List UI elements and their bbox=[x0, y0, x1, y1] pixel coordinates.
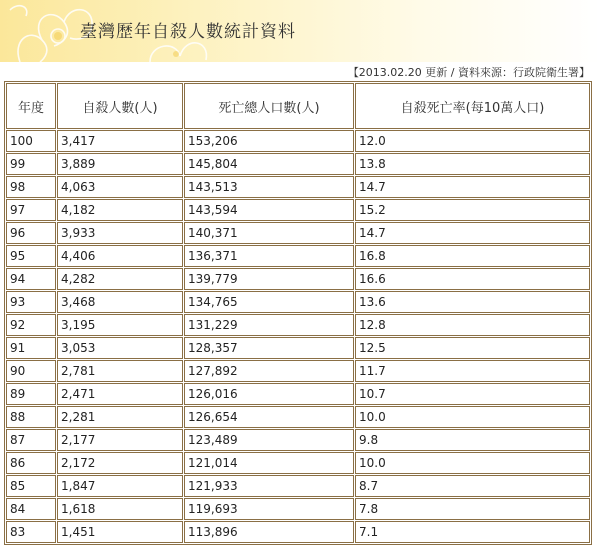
table-row bbox=[6, 245, 590, 267]
cell-suicide-count: 4,182 bbox=[57, 199, 183, 221]
cell-suicide-count: 3,417 bbox=[57, 130, 183, 152]
cell-total-deaths: 113,896 bbox=[184, 521, 354, 543]
cell-suicide-rate: 10.0 bbox=[355, 452, 590, 474]
table-row bbox=[6, 406, 590, 428]
table-row bbox=[6, 291, 590, 313]
cell-suicide-count: 3,053 bbox=[57, 337, 183, 359]
cell-total-deaths: 140,371 bbox=[184, 222, 354, 244]
cell-suicide-count: 2,172 bbox=[57, 452, 183, 474]
cell-year: 87 bbox=[6, 429, 56, 451]
cell-total-deaths: 134,765 bbox=[184, 291, 354, 313]
cell-suicide-count: 1,847 bbox=[57, 475, 183, 497]
cell-suicide-rate: 16.6 bbox=[355, 268, 590, 290]
cell-suicide-rate: 16.8 bbox=[355, 245, 590, 267]
cell-suicide-count: 2,471 bbox=[57, 383, 183, 405]
cell-total-deaths: 136,371 bbox=[184, 245, 354, 267]
column-header-suicide-rate: 自殺死亡率(每10萬人口) bbox=[355, 83, 590, 129]
suicide-statistics-table bbox=[4, 81, 592, 545]
cell-total-deaths: 119,693 bbox=[184, 498, 354, 520]
cell-suicide-rate: 14.7 bbox=[355, 176, 590, 198]
table-row bbox=[6, 452, 590, 474]
cell-suicide-count: 2,281 bbox=[57, 406, 183, 428]
cell-suicide-rate: 8.7 bbox=[355, 475, 590, 497]
cell-suicide-count: 4,282 bbox=[57, 268, 183, 290]
cell-year: 94 bbox=[6, 268, 56, 290]
cell-total-deaths: 143,513 bbox=[184, 176, 354, 198]
cell-suicide-rate: 10.0 bbox=[355, 406, 590, 428]
cell-suicide-count: 3,468 bbox=[57, 291, 183, 313]
cell-total-deaths: 126,654 bbox=[184, 406, 354, 428]
table-row bbox=[6, 199, 590, 221]
cell-suicide-rate: 12.5 bbox=[355, 337, 590, 359]
cell-suicide-rate: 15.2 bbox=[355, 199, 590, 221]
table-row bbox=[6, 475, 590, 497]
cell-year: 92 bbox=[6, 314, 56, 336]
cell-suicide-count: 3,933 bbox=[57, 222, 183, 244]
cell-suicide-count: 2,781 bbox=[57, 360, 183, 382]
cell-total-deaths: 131,229 bbox=[184, 314, 354, 336]
cell-suicide-rate: 9.8 bbox=[355, 429, 590, 451]
table-row bbox=[6, 268, 590, 290]
table-header-row bbox=[6, 83, 590, 129]
cell-total-deaths: 123,489 bbox=[184, 429, 354, 451]
cell-year: 90 bbox=[6, 360, 56, 382]
cell-total-deaths: 126,016 bbox=[184, 383, 354, 405]
cell-total-deaths: 153,206 bbox=[184, 130, 354, 152]
cell-suicide-rate: 7.1 bbox=[355, 521, 590, 543]
cell-suicide-rate: 13.6 bbox=[355, 291, 590, 313]
cell-suicide-count: 3,889 bbox=[57, 153, 183, 175]
cell-year: 86 bbox=[6, 452, 56, 474]
cell-suicide-rate: 12.8 bbox=[355, 314, 590, 336]
cell-year: 84 bbox=[6, 498, 56, 520]
table-row bbox=[6, 337, 590, 359]
cell-year: 95 bbox=[6, 245, 56, 267]
cell-total-deaths: 121,933 bbox=[184, 475, 354, 497]
cell-suicide-count: 1,618 bbox=[57, 498, 183, 520]
cell-suicide-rate: 14.7 bbox=[355, 222, 590, 244]
cell-total-deaths: 143,594 bbox=[184, 199, 354, 221]
cell-suicide-rate: 13.8 bbox=[355, 153, 590, 175]
cell-year: 93 bbox=[6, 291, 56, 313]
cell-total-deaths: 145,804 bbox=[184, 153, 354, 175]
update-source-note: 【2013.02.20 更新 / 資料來源：行政院衛生署】 bbox=[347, 66, 590, 79]
cell-total-deaths: 139,779 bbox=[184, 268, 354, 290]
cell-year: 88 bbox=[6, 406, 56, 428]
cell-year: 96 bbox=[6, 222, 56, 244]
table-row bbox=[6, 383, 590, 405]
cell-total-deaths: 121,014 bbox=[184, 452, 354, 474]
table-row bbox=[6, 176, 590, 198]
cell-year: 99 bbox=[6, 153, 56, 175]
cell-suicide-count: 1,451 bbox=[57, 521, 183, 543]
page-title: 臺灣歷年自殺人數統計資料 bbox=[80, 22, 296, 42]
cell-year: 85 bbox=[6, 475, 56, 497]
cell-suicide-rate: 11.7 bbox=[355, 360, 590, 382]
table-row bbox=[6, 314, 590, 336]
cell-year: 91 bbox=[6, 337, 56, 359]
table-row bbox=[6, 521, 590, 543]
cell-suicide-count: 2,177 bbox=[57, 429, 183, 451]
cell-suicide-rate: 10.7 bbox=[355, 383, 590, 405]
table-row bbox=[6, 130, 590, 152]
cell-year: 100 bbox=[6, 130, 56, 152]
cell-suicide-rate: 12.0 bbox=[355, 130, 590, 152]
table-row bbox=[6, 429, 590, 451]
table-row bbox=[6, 222, 590, 244]
table-row bbox=[6, 360, 590, 382]
cell-suicide-count: 3,195 bbox=[57, 314, 183, 336]
cell-total-deaths: 127,892 bbox=[184, 360, 354, 382]
cell-total-deaths: 128,357 bbox=[184, 337, 354, 359]
cell-year: 98 bbox=[6, 176, 56, 198]
header-banner bbox=[0, 0, 600, 62]
cell-suicide-count: 4,063 bbox=[57, 176, 183, 198]
column-header-year: 年度 bbox=[6, 83, 56, 129]
cell-year: 97 bbox=[6, 199, 56, 221]
table-row bbox=[6, 498, 590, 520]
column-header-suicide-count: 自殺人數(人) bbox=[57, 83, 183, 129]
table-row bbox=[6, 153, 590, 175]
cell-year: 83 bbox=[6, 521, 56, 543]
cell-year: 89 bbox=[6, 383, 56, 405]
cell-suicide-count: 4,406 bbox=[57, 245, 183, 267]
cell-suicide-rate: 7.8 bbox=[355, 498, 590, 520]
column-header-total-deaths: 死亡總人口數(人) bbox=[184, 83, 354, 129]
